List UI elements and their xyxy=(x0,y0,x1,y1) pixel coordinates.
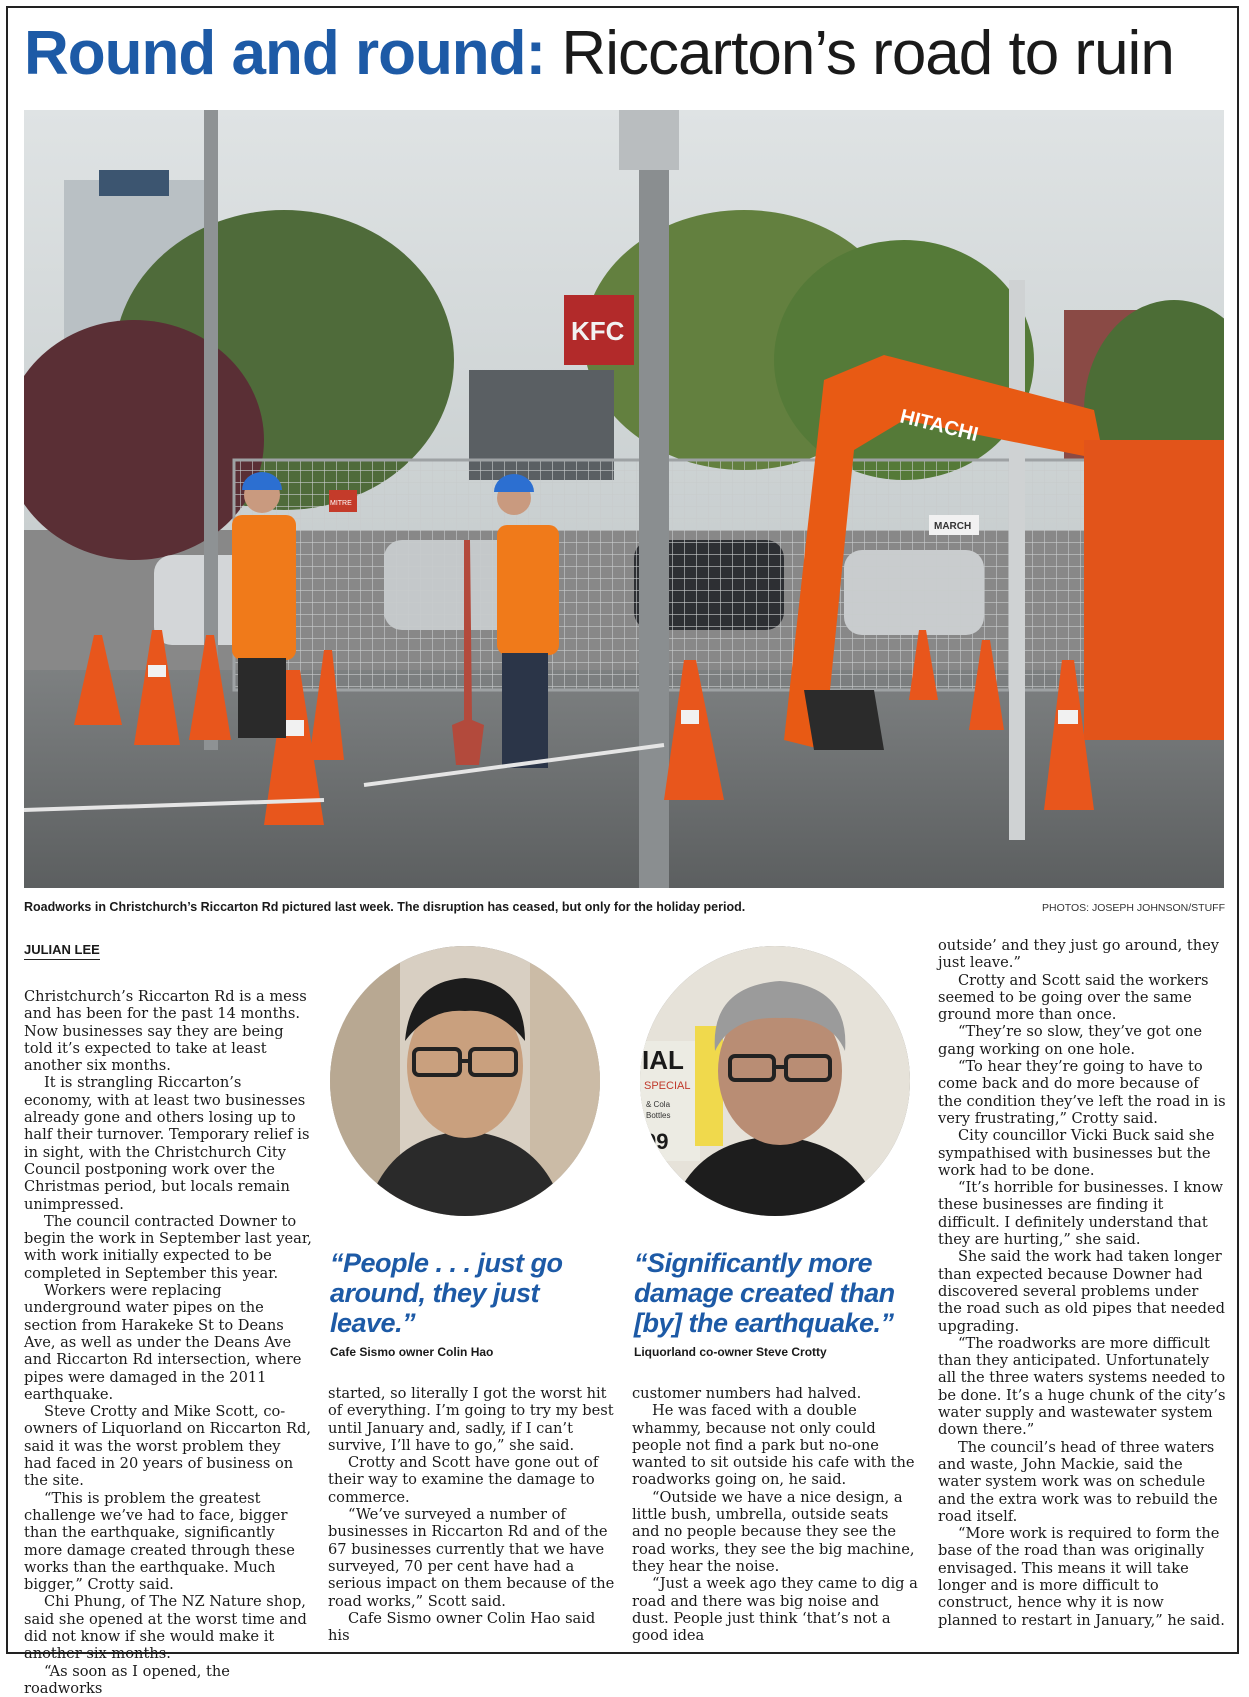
shop-sign-line1: IAL xyxy=(642,1045,684,1075)
pullquote-2-attribution: Liquorland co-owner Steve Crotty xyxy=(634,1345,827,1359)
paragraph: She said the work had taken longer than expected because Downer had discovered several problems under the road such as old pipes that needed upgrading. xyxy=(938,1248,1225,1335)
headline-bold: Round and round: xyxy=(24,19,546,88)
paragraph: It is strangling Riccarton’s economy, with at least two businesses already gone and others losing up to half their turnover. Temporary relief is in sight, with the Christchurch City Council postponing work over the Christmas period, but locals remain unimpressed. xyxy=(24,1074,310,1213)
paragraph: “Just a week ago they came to dig a road and there was big noise and dust. People just think ‘that’s not a good idea xyxy=(632,1575,918,1645)
shop-sign-line3: & Cola xyxy=(646,1100,671,1109)
paragraph: “More work is required to form the base of the road than was originally envisaged. This means it will take longer and is more difficult to construct, hence why it is now planned to restart in January,” he said. xyxy=(938,1525,1225,1629)
pole xyxy=(639,110,669,888)
paragraph: “They’re so slow, they’ve got one gang working on one hole. xyxy=(938,1023,1203,1058)
article-column-4 xyxy=(938,937,1226,1629)
paragraph: “As soon as I opened, the roadworks xyxy=(24,1662,230,1697)
paragraph: started, so literally I got the worst hit of everything. I’m going to try my best until January and, sadly, if I can’t survive, I’ll have to go,” she said. xyxy=(328,1385,614,1454)
byline: JULIAN LEE xyxy=(24,942,100,960)
paragraph: Chi Phung, of The NZ Nature shop, said she opened at the worst time and did not know if she would make it another six months. xyxy=(24,1593,307,1663)
paragraph: City councillor Vicki Buck said she sympathised with businesses but the work had to be done. xyxy=(938,1127,1215,1179)
shop-sign-line5: 99 xyxy=(644,1129,669,1154)
paragraph: The council’s head of three waters and waste, John Mackie, said the water system work was on schedule and the extra work was to rebuild the road itself. xyxy=(938,1438,1218,1525)
paragraph: “We’ve surveyed a number of businesses in Riccarton Rd and of the 67 businesses currently that we have surveyed, 70 per cent have had a serious impact on them because of the road works,” Scott said. xyxy=(328,1506,615,1610)
pullquote-2: “Significantly more damage created than [by] the earthquake.” xyxy=(634,1248,895,1338)
worker-1-body xyxy=(232,515,296,660)
portrait-colin-hao xyxy=(330,946,600,1216)
paragraph: Crotty and Scott said the workers seemed to be going over the same ground more than once. xyxy=(938,971,1209,1024)
article-column-3 xyxy=(632,1385,918,1644)
cone-stripe xyxy=(148,665,166,677)
photo-caption: Roadworks in Christchurch’s Riccarton Rd pictured last week. The disruption has ceased, but only for the holiday period. xyxy=(24,900,746,914)
cone-stripe xyxy=(681,710,699,724)
roadworks-photo xyxy=(24,110,1224,888)
excavator-bucket xyxy=(804,690,884,750)
paragraph: Cafe Sismo owner Colin Hao said his xyxy=(328,1609,596,1645)
headline xyxy=(24,14,1174,94)
article-column-1 xyxy=(24,988,312,1697)
pullquote-1-attribution: Cafe Sismo owner Colin Hao xyxy=(330,1345,494,1359)
kfc-sign-text: KFC xyxy=(571,316,625,346)
paragraph: Christchurch’s Riccarton Rd is a mess and has been for the past 14 months. Now businesses say they are being told it’s expected to take at least another six months. xyxy=(24,988,307,1075)
shop-sign-line2: SPECIAL xyxy=(644,1080,691,1092)
tree xyxy=(774,240,1034,480)
paragraph: The council contracted Downer to begin the work in September last year, with work initially expected to be completed in September this year. xyxy=(24,1212,312,1282)
paragraph: Workers were replacing underground water pipes on the section from Harakeke St to Deans Ave, as well as under the Deans Ave and Riccarton Rd intersection, where pipes were damaged in the 2011 earthquake. xyxy=(24,1282,302,1403)
pole xyxy=(1009,280,1025,840)
headline-light: Riccarton’s road to ruin xyxy=(545,19,1174,88)
shop-sign-line4: Bottles xyxy=(646,1111,671,1120)
fence-panel xyxy=(234,460,1194,690)
worker-1-legs xyxy=(238,658,286,738)
portrait-steve-crotty-illustration xyxy=(640,946,910,1216)
worker-2-body xyxy=(497,525,559,655)
roadworks-illustration xyxy=(24,110,1224,888)
paragraph: “This is problem the greatest challenge we’ve had to face, bigger than the earthquake, significantly more damage created through these works than the earthquake. Much bigger,” Crotty said. xyxy=(24,1489,295,1594)
excavator-body xyxy=(1084,440,1224,740)
paragraph: Crotty and Scott have gone out of their way to examine the damage to commerce. xyxy=(328,1454,599,1506)
pole xyxy=(619,110,679,170)
sign-march-text: MARCH xyxy=(934,521,972,532)
paragraph: outside’ and they just go around, they just leave.” xyxy=(938,937,1220,972)
paragraph: He was faced with a double whammy, because not only could people not find a park but no-one wanted to sit outside his cafe with the roadworks going on, he said. xyxy=(632,1402,915,1489)
paragraph: customer numbers had halved. xyxy=(632,1385,862,1402)
excavator-brand: HITACHI xyxy=(897,405,981,447)
cone-stripe xyxy=(1058,710,1078,724)
paragraph: Steve Crotty and Mike Scott, co-owners of Liquorland on Riccarton Rd, said it was the worst problem they had faced in 20 years of business on the site. xyxy=(24,1403,312,1490)
worker-2-legs xyxy=(502,653,548,768)
paragraph: “The roadworks are more difficult than they anticipated. Unfortunately all the three waters systems needed to be done. It’s a huge chunk of the city’s water supply and wastewater system down there.” xyxy=(938,1334,1226,1439)
paragraph: “To hear they’re going to have to come back and do more because of the condition they’ve left the road in is very frustrating,” Crotty said. xyxy=(938,1058,1226,1127)
portrait-colin-hao-illustration xyxy=(330,946,600,1216)
pullquote-1: “People . . . just go around, they just leave.” xyxy=(330,1248,563,1338)
paragraph: “It’s horrible for businesses. I know these businesses are finding it difficult. I definitely understand that they are hurting,” she said. xyxy=(938,1179,1223,1249)
article-column-2 xyxy=(328,1385,620,1644)
building-sign xyxy=(99,170,169,196)
portrait-steve-crotty xyxy=(640,946,910,1216)
sign-mitre-text: MITRE xyxy=(330,500,352,507)
photo-credit: PHOTOS: JOSEPH JOHNSON/STUFF xyxy=(1042,902,1225,914)
paragraph: “Outside we have a nice design, a little bush, umbrella, outside seats and no people because they see the road works, they see the big machine, they hear the noise. xyxy=(632,1488,915,1575)
